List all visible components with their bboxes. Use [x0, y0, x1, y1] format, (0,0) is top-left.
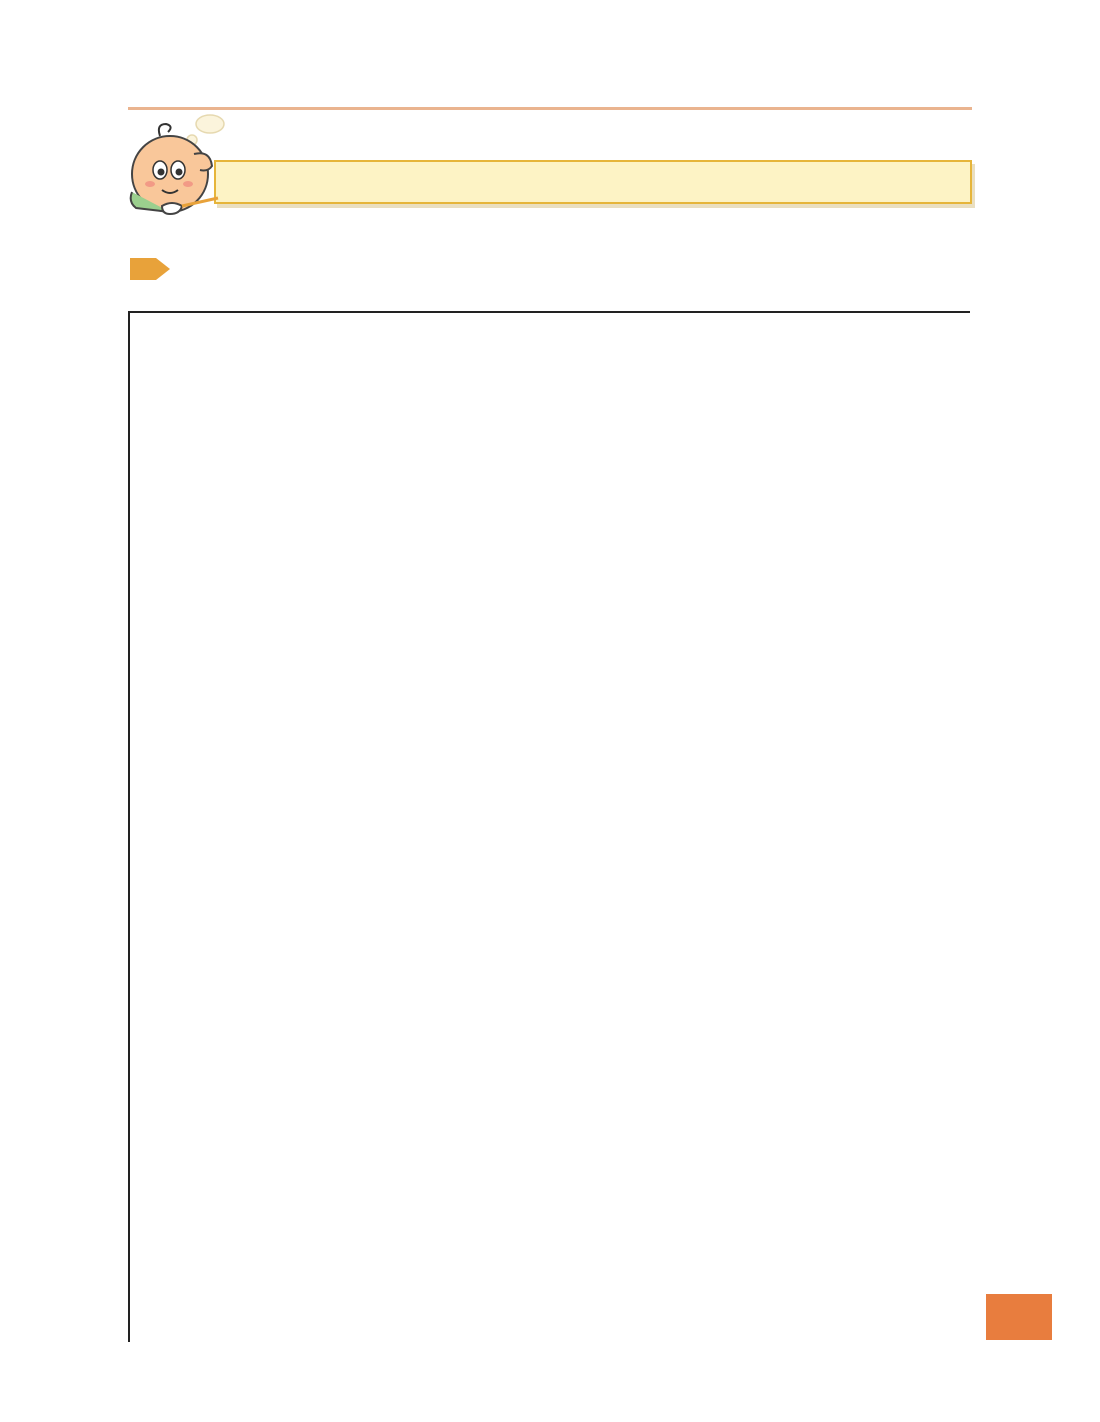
- header-divider: [128, 107, 972, 110]
- thinking-mascot-icon: [122, 114, 232, 224]
- page-number: [986, 1294, 1052, 1340]
- exercise-arrow-icon: [156, 258, 170, 280]
- crossword-grid: [128, 311, 970, 1342]
- exercise-number: [130, 258, 156, 280]
- fun-learn-banner: [214, 160, 972, 204]
